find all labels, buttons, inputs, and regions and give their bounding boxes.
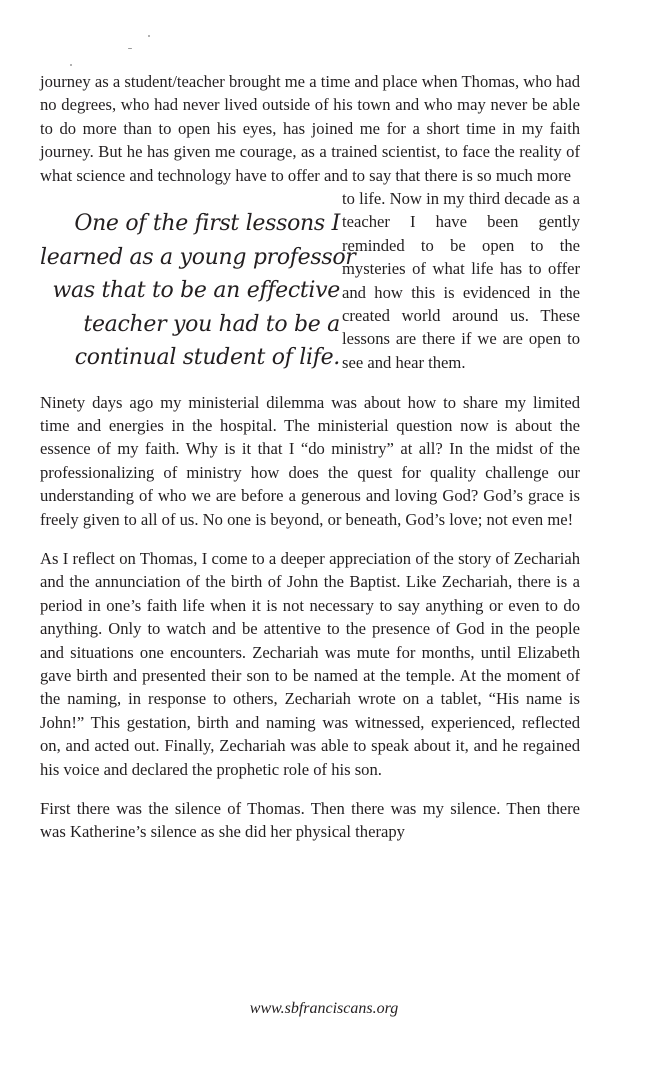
pull-quote-line: was that to be an effective <box>52 278 340 304</box>
intro-paragraph: journey as a student/teacher brought me a time and place when Thomas, who had no degrees, who had never lived outside of his town and who may never be able to do more than to open his eyes, has joined me for a short time in my faith journey. But he has given me courage, as a trained scientist, to face the reality of what science and technology have to offer and to say that there is so much more <box>40 72 580 185</box>
scan-speck <box>70 64 72 66</box>
scan-speck <box>128 48 132 49</box>
pull-quote-line: learned as a young professor <box>40 244 356 270</box>
footer-url: www.sbfranciscans.org <box>249 1000 399 1017</box>
page-body <box>40 70 580 844</box>
pull-quote-line: continual student of life. <box>74 345 340 371</box>
pull-quote-line: One of the first lessons I <box>74 211 340 237</box>
body-paragraph: As I reflect on Thomas, I come to a deeper appreciation of the story of Zechariah and the annunciation of the birth of John the Baptist. Like Zechariah, there is a period in one’s faith life when it is not necessary to say anything or even to do anything. Only to watch and be attentive to the presence of God in the people and situations one encounters. Zechariah was mute for months, until Elizabeth gave birth and presented their son to be named at the temple. At the moment of the naming, in response to others, Zechariah wrote on a tablet, “His name is John!” This gestation, birth and naming was witnessed, experienced, reflected on, and acted out. Finally, Zechariah was able to speak about it, and he regained his voice and declared the prophetic role of his son. <box>40 548 580 779</box>
side-column-text: to life. Now in my third decade as a teacher I have been gently reminded to be open to the mysteries of what life has to offer and how this is evidenced in the created world around us. These lessons are there if we are open to see and hear them. <box>342 189 580 372</box>
pull-quote <box>40 207 356 375</box>
body-paragraph: First there was the silence of Thomas. Then there was my silence. Then there was Katherine’s silence as she did her physical therapy <box>40 799 580 842</box>
scan-speck <box>148 35 150 37</box>
pull-quote-line: teacher you had to be a <box>83 311 340 337</box>
body-paragraph: Ninety days ago my ministerial dilemma was about how to share my limited time and energies in the hospital. The ministerial question now is about the essence of my faith. Why is it that I “do ministry” at all? In the midst of the professionalizing of ministry how does the quest for quality challenge our understanding of who we are before a generous and loving God? God’s grace is freely given to all of us. No one is beyond, or beneath, God’s love; not even me! <box>40 392 580 529</box>
pull-quote-section <box>40 187 580 375</box>
